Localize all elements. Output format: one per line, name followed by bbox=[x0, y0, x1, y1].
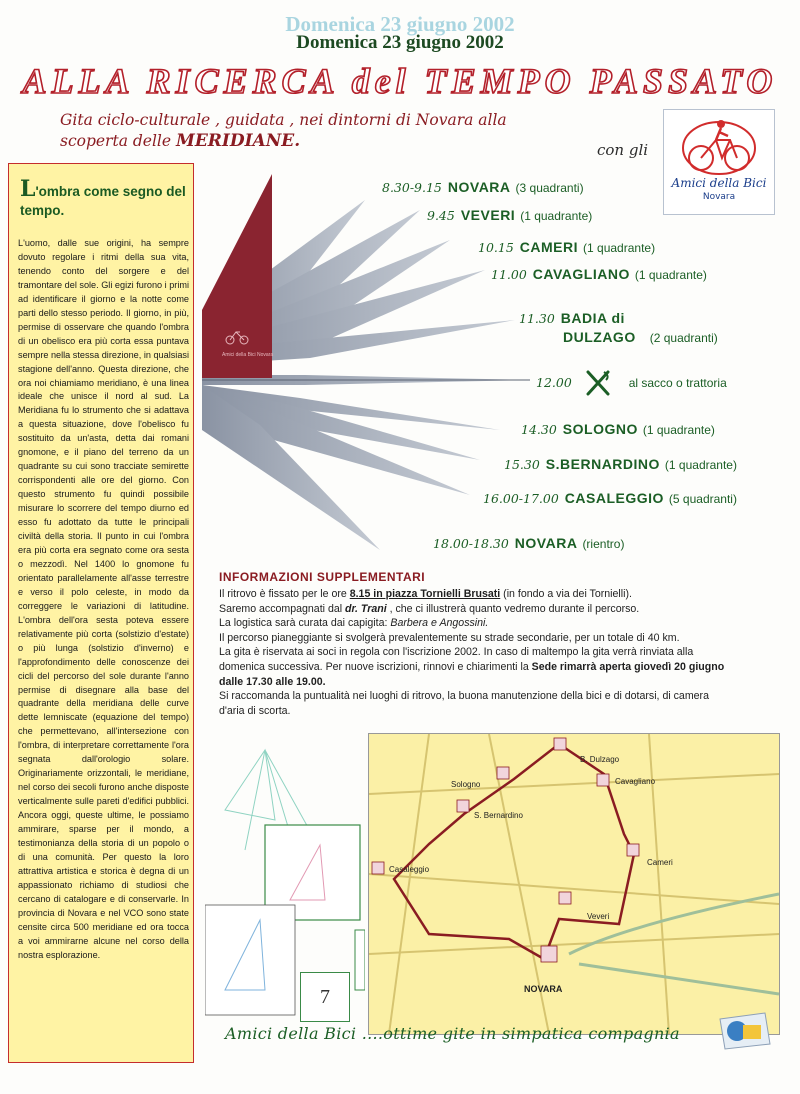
info-members: La gita è riservata ai soci in regola con l'iscrizione 2002. In caso di maltempo la gita verrà rinviata alla bbox=[219, 646, 694, 659]
map-label-novara: NOVARA bbox=[524, 984, 563, 994]
map-label-cameri: Cameri bbox=[647, 858, 673, 867]
stop-cameri: 10.15 CAMERI (1 quadrante) bbox=[478, 239, 656, 255]
page-title: ALLA RICERCA del TEMPO PASSATO bbox=[22, 61, 778, 101]
subtitle-line2: scoperta delle bbox=[60, 132, 172, 150]
info-route: Il percorso pianeggiante si svolgerà prevalentemente su strade secondarie, per un totale di 40 km. bbox=[219, 631, 680, 644]
sundial-watermark-label: Amici della Bici Novara bbox=[222, 352, 274, 358]
stop-novara-end: 18.00-18.30 NOVARA (rientro) bbox=[433, 535, 625, 551]
subtitle-line1: Gita ciclo-culturale , guidata , nei dintorni di Novara alla bbox=[60, 111, 507, 129]
gnomon bbox=[202, 174, 272, 378]
sidebar-heading-text: 'ombra come segno del tempo. bbox=[20, 184, 186, 218]
footer-slogan: Amici della Bici ....ottime gite in simpatica compagnia bbox=[225, 1024, 680, 1043]
date-shadow: Domenica 23 giugno 2002 bbox=[285, 12, 515, 36]
stop-sbernardino: 15.30 S.BERNARDINO (1 quadrante) bbox=[504, 456, 737, 472]
map-label-veveri: Veveri bbox=[587, 912, 610, 921]
info-logistics: La logistica sarà curata dai capigita: Barbera e Angossini. bbox=[219, 617, 489, 630]
map-label-sologno: Sologno bbox=[451, 780, 481, 789]
sidebar-drop-letter: L bbox=[20, 176, 36, 202]
info-office: domenica successiva. Per nuove iscrizioni, rinnovi e chiarimenti la Sede rimarrà aperta giovedì 20 giugno bbox=[219, 660, 725, 673]
info-guide: Saremo accompagnati dal dr. Trani , che ci illustrerà quanto vedremo durante il percorso. bbox=[219, 602, 640, 615]
map-label-sbernardino: S. Bernardino bbox=[474, 811, 523, 820]
map-label-cavagliano: Cavagliano bbox=[615, 777, 656, 786]
route-map-drawing bbox=[369, 734, 779, 1034]
subtitle bbox=[60, 110, 580, 152]
with-label: con gli bbox=[597, 141, 649, 159]
page-number: 7 bbox=[300, 972, 350, 1022]
stop-cavagliano: 11.00 CAVAGLIANO (1 quadrante) bbox=[491, 266, 707, 282]
vgp-logo-icon bbox=[715, 1009, 775, 1054]
info-recommend: Si raccomanda la puntualità nei luoghi di ritrovo, la buona manutenzione della bici e di dotarsi, di camera bbox=[219, 690, 709, 703]
club-logo bbox=[663, 109, 775, 215]
info-section bbox=[216, 568, 776, 718]
stop-novara-start: 8.30-9.15 NOVARA (3 quadranti) bbox=[382, 179, 584, 195]
map-label-dulzago: B. Dulzago bbox=[580, 755, 620, 764]
event-date: Domenica 23 giugno 2002 bbox=[296, 32, 504, 53]
info-meeting: Il ritrovo è fissato per le ore 8.15 in piazza Tornielli Brusati (in fondo a via dei Tornielli). bbox=[219, 588, 632, 600]
stop-sologno: 14.30 SOLOGNO (1 quadrante) bbox=[521, 421, 715, 437]
stop-lunch: 12.00 al sacco o trattoria bbox=[536, 370, 727, 396]
logo-line2: Novara bbox=[702, 192, 736, 202]
stop-dulzago: DULZAGO (2 quadranti) bbox=[563, 329, 718, 345]
sidebar-heading bbox=[20, 176, 190, 220]
info-recommend-2: d'aria di scorta. bbox=[219, 704, 291, 717]
map-label-casaleggio: Casaleggio bbox=[389, 865, 430, 874]
stop-badia: 11.30 BADIA di bbox=[519, 310, 625, 326]
stop-casaleggio: 16.00-17.00 CASALEGGIO (5 quadranti) bbox=[483, 490, 737, 506]
cutlery-icon bbox=[584, 370, 612, 396]
logo-line1: Amici della Bici bbox=[671, 176, 767, 190]
info-hours: dalle 17.30 alle 19.00. bbox=[219, 675, 326, 688]
info-heading: INFORMAZIONI SUPPLEMENTARI bbox=[219, 570, 426, 584]
route-map bbox=[368, 733, 780, 1035]
sidebar-body: L'uomo, dalle sue origini, ha sempre dovuto regolare i ritmi della sua vita, tenendo conto del sorgere e del tramontare del sole. Gli egizi furono i primi ad identificare il giorno e la notte come parti dello stesso periodo. Il giorno, in più, permise di osservare che quando l'ombra di un obelisco era più corta essa puntava sempre nella stessa direzione, in qualsiasi stagione dell'anno. Questa direzione, che ora noi chiamiamo meridiano, è una linea ideale che unisce il nord al sud. La Meridiana fu lo strumento che si adattava a questa situazione, dove l'obelisco fu sostituito da un'asta, detta dai romani gnomone, e il piano del terreno da un quadrante su cui sono tracciate semirette corrispondenti alle ore del giorno. Con questo strumento fu quindi possibile misurare lo scorrere del tempo diurno ed esso fu adottato da tutte le principali civiltà della storia. Il punto in cui l'ombra era più corta era segnato come ora sesta o mezzodì. Nel 1400 lo gnomone fu orientato parallelamente all'asse terrestre e verso il polo celeste, in modo da correggere le variazioni di latitudine. L'ombra dell'ora sesta poteva essere relativamente più corta (solstizio d'estate) o più lunga (solstizio d'inverno) e l'approfondimento delle conoscenze dei cicli del percorso del sole durante l'anno permise di disegnare alla base del quadrante della meridiana delle curve dette lemniscate (equazione del tempo) che permettevano, all'intersezione con l'ombra, di interpretare correttamente l'ora segnata dall'orologio solare. Originariamente orizzontali, le meridiane, nel corso dei secoli furono anche disposte verticalmente sulle pareti d'edifici pubblici. Ancora oggi, queste ultime, le possiamo ammirare, sparse per il mondo, a testimonianza della storia di un popolo o di una comunità. Per questo la loro attrattiva artistica e storica è degna di un appassionato richiamo di studiosi che cercano di catalogare e di conservarle. In provincia di Novara e nel VCO sono state censite circa 500 meridiane ed ora tocca a voi ammirarne alcune nel corso della nostra esplorazione. bbox=[18, 238, 189, 960]
stop-veveri: 9.45 VEVERI (1 quadrante) bbox=[427, 207, 593, 223]
subtitle-meridiane: MERIDIANE. bbox=[176, 131, 301, 151]
